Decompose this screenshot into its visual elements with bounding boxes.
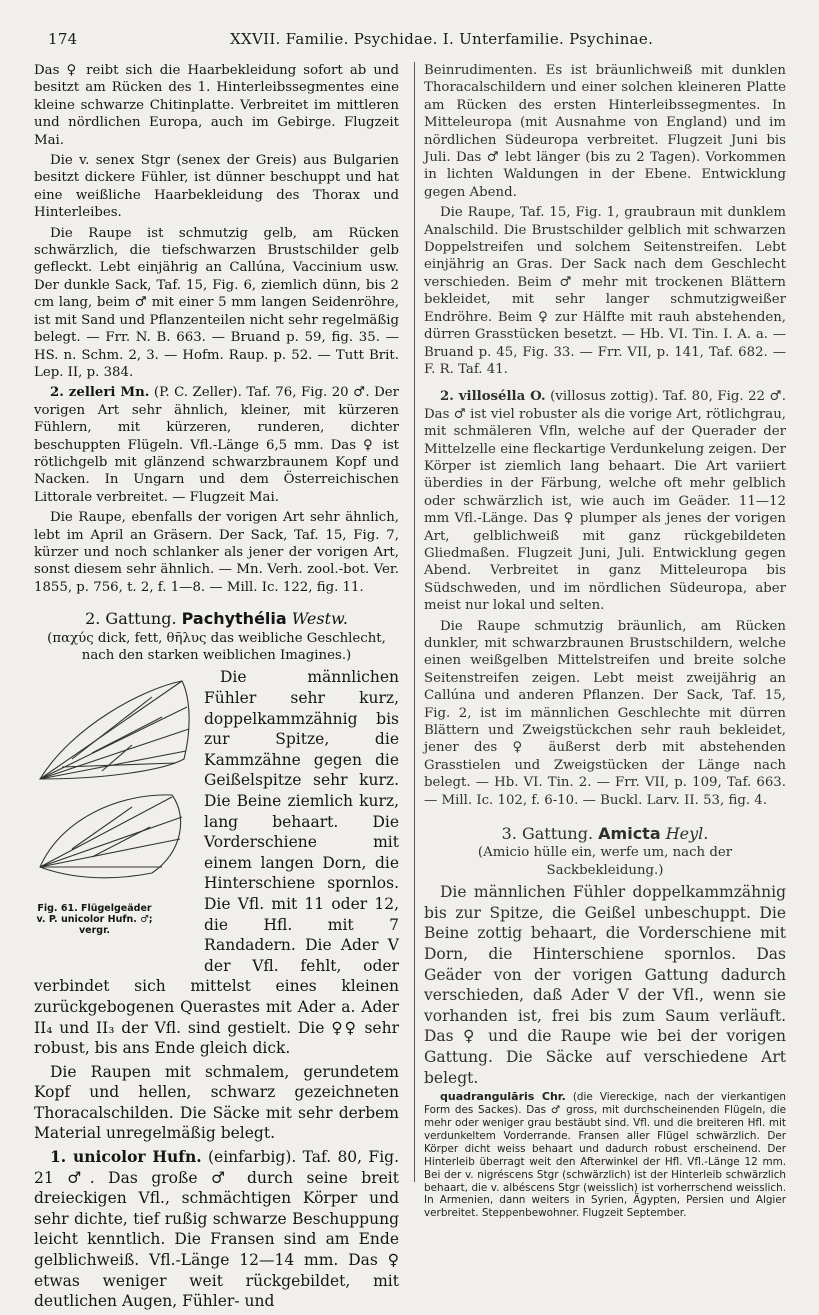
genus-author: Heyl.: [665, 824, 709, 844]
figure-61: [32, 667, 198, 972]
paragraph: Die männlichen Fühler sehr kurz, doppelkammzähnig bis zur Spitze, die Kammzähne gegen die Geißelspitze sehr kurz. Die Beine ziemlich kurz, lang behaart. Die Vorderschiene mit einem langen Dorn, die Hinterschiene spornlos. Die Vfl. mit 11 oder 12, die Hfl. mit 7 Randadern. Die Ader V der Vfl. fehlt, oder verbindet sich mittelst eines kleinen zurückgebogenen Querastes mit Ader a. Ader II₄ und II₃ der Vfl. sind gestielt. Die ♀♀ sehr robust, bis ans Ende gleich dick.: [34, 668, 399, 1058]
running-head: XXVII. Familie. Psychidae. I. Unterfamilie. Psychinae.: [230, 30, 654, 48]
genus-name: Pachythélia: [181, 609, 287, 629]
figure-caption: Fig. 61. Flügelgeäder v. P. unicolor Hufn. ♂; vergr.: [36, 903, 153, 937]
paragraph: Die v. senex Stgr (senex der Greis) aus Bulgarien besitzt dickere Fühler, ist dünner beschuppt und hat eine weißliche Haarbekleidung des Thorax und Hinterleibes.: [34, 153, 399, 221]
genus-etymology: (παχύς dick, fett, θῆλυς das weibliche Geschlecht, nach den starken weiblichen Imagines.): [47, 630, 386, 663]
species-text: (P. C. Zeller). Taf. 76, Fig. 20 ♂. Der vorigen Art sehr ähnlich, kleiner, mit kürzeren Fühlern, mit kürzeren, runderen, dichter beschuppten Flügeln. Vfl.-Länge 6,5 mm. Das ♀ ist rötlichgelb mit glänzend schwarzbraunem Kopf und Nacken. In Ungarn und dem Österreichischen Littorale verbreitet. — Flugzeit Mai.: [34, 385, 399, 505]
page-header: [48, 30, 788, 52]
genus-etymology: (Amicio hülle ein, werfe um, nach der Sackbekleidung.): [477, 845, 733, 878]
genus-description: [34, 667, 399, 1311]
right-column: [424, 62, 786, 1223]
species-entry: [34, 1147, 399, 1312]
paragraph: Die Raupe, ebenfalls der vorigen Art sehr ähnlich, lebt im April an Gräsern. Der Sack, Taf. 15, Fig. 7, kürzer und noch schlanker als jener der vorigen Art, sonst diesem sehr ähnlich. — Mn. Verh. zool.-bot. Ver. 1855, p. 756, t. 2, f. 1—8. — Mill. Ic. 122, fig. 11.: [34, 510, 399, 595]
genus-author: Westw.: [291, 609, 348, 629]
genus-name: Amicta: [598, 824, 661, 844]
paragraph: Die Raupen mit schmalem, gerundetem Kopf und hellen, schwarz gezeichneten Thoracalschilden. Die Säcke mit sehr derbem Material unregelmäßig belegt.: [34, 1062, 399, 1143]
paragraph: Die Raupe ist schmutzig gelb, am Rücken schwärzlich, die tiefschwarzen Brustschilder gelb gefleckt. Lebt einjährig an Callúna, Vaccinium usw. Der dunkle Sack, Taf. 15, Fig. 6, ziemlich dünn, bis 2 cm lang, beim ♂ mit einer 5 mm langen Seidenröhre, ist mit Sand und Pflanzenteilen nicht sehr regelmäßig belegt. — Frr. N. B. 663. — Bruand p. 59, fig. 35. — HS. n. Schm. 2, 3. — Hofm. Raup. p. 52. — Tutt Brit. Lep. II, p. 384.: [34, 225, 399, 380]
paragraph: Die Raupe, Taf. 15, Fig. 1, graubraun mit dunklem Analschild. Die Brustschilder gelblich mit schwarzen Doppelstreifen und solchem Seitenstreifen. Lebt einjährig an Gras. Der Sack nach dem Geschlecht verschieden. Beim ♂ mehr mit trockenen Blättern bekleidet, mit sehr langer schmutzigweißer Endröhre. Beim ♀ zur Hälfte mit rauh abstehenden, dürren Grasstücken besetzt. — Hb. VI. Tin. I. A. a. — Bruand p. 45, Fig. 33. — Frr. VII, p. 141, Taf. 682. — F. R. Taf. 41.: [424, 205, 786, 377]
species-text: (die Viereckige, nach der vierkantigen Form des Sackes). Das ♂ gross, mit durchscheinenden Flügeln, die mehr oder weniger grau bestäubt sind. Vfl. und die breiteren Hfl. mit verdunkeltem Vorderrande. Fransen aller Flügel schwärzlich. Der Körper dicht weiss behaart und dadurch robust erscheinend. Der Hinterleib überragt weit den Afterwinkel der Hfl. Vfl.-Länge 12 mm. Bei der v. nigréscens Stgr (schwärzlich) ist der Hinterleib schwärzlich behaart, die v. albéscens Stgr (weisslich) ist vorherrschend weisslich. In Armenien, dann weiters in Syrien, Ägypten, Persien und Algier verbreitet. Steppenbewohner. Flugzeit September.: [424, 1091, 786, 1220]
genus-number: 2. Gattung.: [85, 609, 177, 629]
species-text: (einfarbig). Taf. 80, Fig. 21 ♂. Das große ♂ durch seine breit dreieckigen Vfl., schmächtigen Körper und sehr dichte, tief rußig schwarze Beschuppung leicht kenntlich. Die Fransen sind am Ende gelblichweiß. Vfl.-Länge 12—14 mm. Das ♀ etwas weniger weit rückgebildet, mit deutlichen Augen, Fühler- und: [34, 1148, 399, 1311]
species-text: (villosus zottig). Taf. 80, Fig. 22 ♂. Das ♂ ist viel robuster als die vorige Art, rötlichgrau, mit schmäleren Vfln, welche auf der Querader der Mittelzelle eine fleckartige Verdunkelung zeigen. Der Körper ist ziemlich lang behaart. Die Art variiert überdies in der Färbung, welche oft mehr gelblich oder schwärzlich ist, wie auch im Geäder. 11—12 mm Vfl.-Länge. Das ♀ plumper als jenes der vorigen Art, gelblichweiß mit ganz rückgebildeten Gliedmaßen. Flugzeit Juni, Juli. Entwicklung gegen Abend. Verbreitet in ganz Mitteleuropa bis Südschweden, und im nördlichen Südeuropa, aber meist nur lokal und selten.: [424, 389, 786, 614]
genus-description: [424, 882, 786, 1088]
paragraph: Das ♀ reibt sich die Haarbekleidung sofort ab und besitzt am Rücken des 1. Hinterleibssegmentes eine kleine schwarze Chitinplatte. Verbreitet im mittleren und nördlichen Europa, auch im Gebirge. Flugzeit Mai.: [34, 63, 399, 148]
species-name: quadrangulāris Chr.: [440, 1090, 566, 1104]
genus-number: 3. Gattung.: [501, 824, 594, 844]
column-divider: [414, 62, 415, 1182]
species-name: 1. unicolor Hufn.: [50, 1147, 202, 1167]
left-column: [34, 62, 399, 1315]
species-name: 2. villosélla O.: [440, 389, 546, 405]
genus-heading: [34, 610, 399, 627]
species-name: 2. zelleri Mn.: [50, 385, 150, 401]
species-entry: [424, 388, 786, 614]
paragraph: Die männlichen Fühler doppelkammzähnig bis zur Spitze, die Geißel unbeschuppt. Die Beine zottig behaart, die Vorderschiene mit Dorn, die Hinterschiene spornlos. Das Geäder von der vorigen Gattung dadurch verschieden, daß Ader V der Vfl., wenn sie vorhanden ist, frei bis zum Saum verläuft. Das ♀ und die Raupe wie bei der vorigen Gattung. Die Säcke auf verschiedene Art belegt.: [424, 883, 786, 1087]
wing-venation-illustration: [32, 667, 198, 897]
paragraph: Beinrudimenten. Es ist bräunlichweiß mit dunklen Thoracalschildern und einer solchen kleineren Platte am Rücken des ersten Hinterleibssegmentes. In Mitteleuropa (mit Ausnahme von England) und im nördlichen Südeuropa verbreitet. Flugzeit Juni bis Juli. Das ♂ lebt länger (bis zu 2 Tagen). Vorkommen in lichten Waldungen in der Ebene. Entwicklung gegen Abend.: [424, 63, 786, 200]
paragraph: Die Raupe schmutzig bräunlich, am Rücken dunkler, mit schwarzbraunen Brustschildern, welche einen weißgelben Mittelstreifen und breite solche Seitenstreifen zeigen. Lebt meist zweijährig an Callúna und anderen Pflanzen. Der Sack, Taf. 15, Fig. 2, ist im männlichen Geschlechte mit dürren Blättern und Zweigstückchen sehr rauh bekleidet, jener des ♀ äußerst derb mit abstehenden Grasstielen und Zweigstücken der Länge nach belegt. — Hb. VI. Tin. 2. — Frr. VII, p. 109, Taf. 663. — Mill. Ic. 102, f. 6-10. — Buckl. Larv. II. 53, fig. 4.: [424, 618, 786, 808]
genus-heading: [424, 825, 786, 842]
species-entry: [34, 384, 399, 506]
species-entry: [424, 1091, 786, 1220]
page-number: 174: [48, 30, 78, 48]
